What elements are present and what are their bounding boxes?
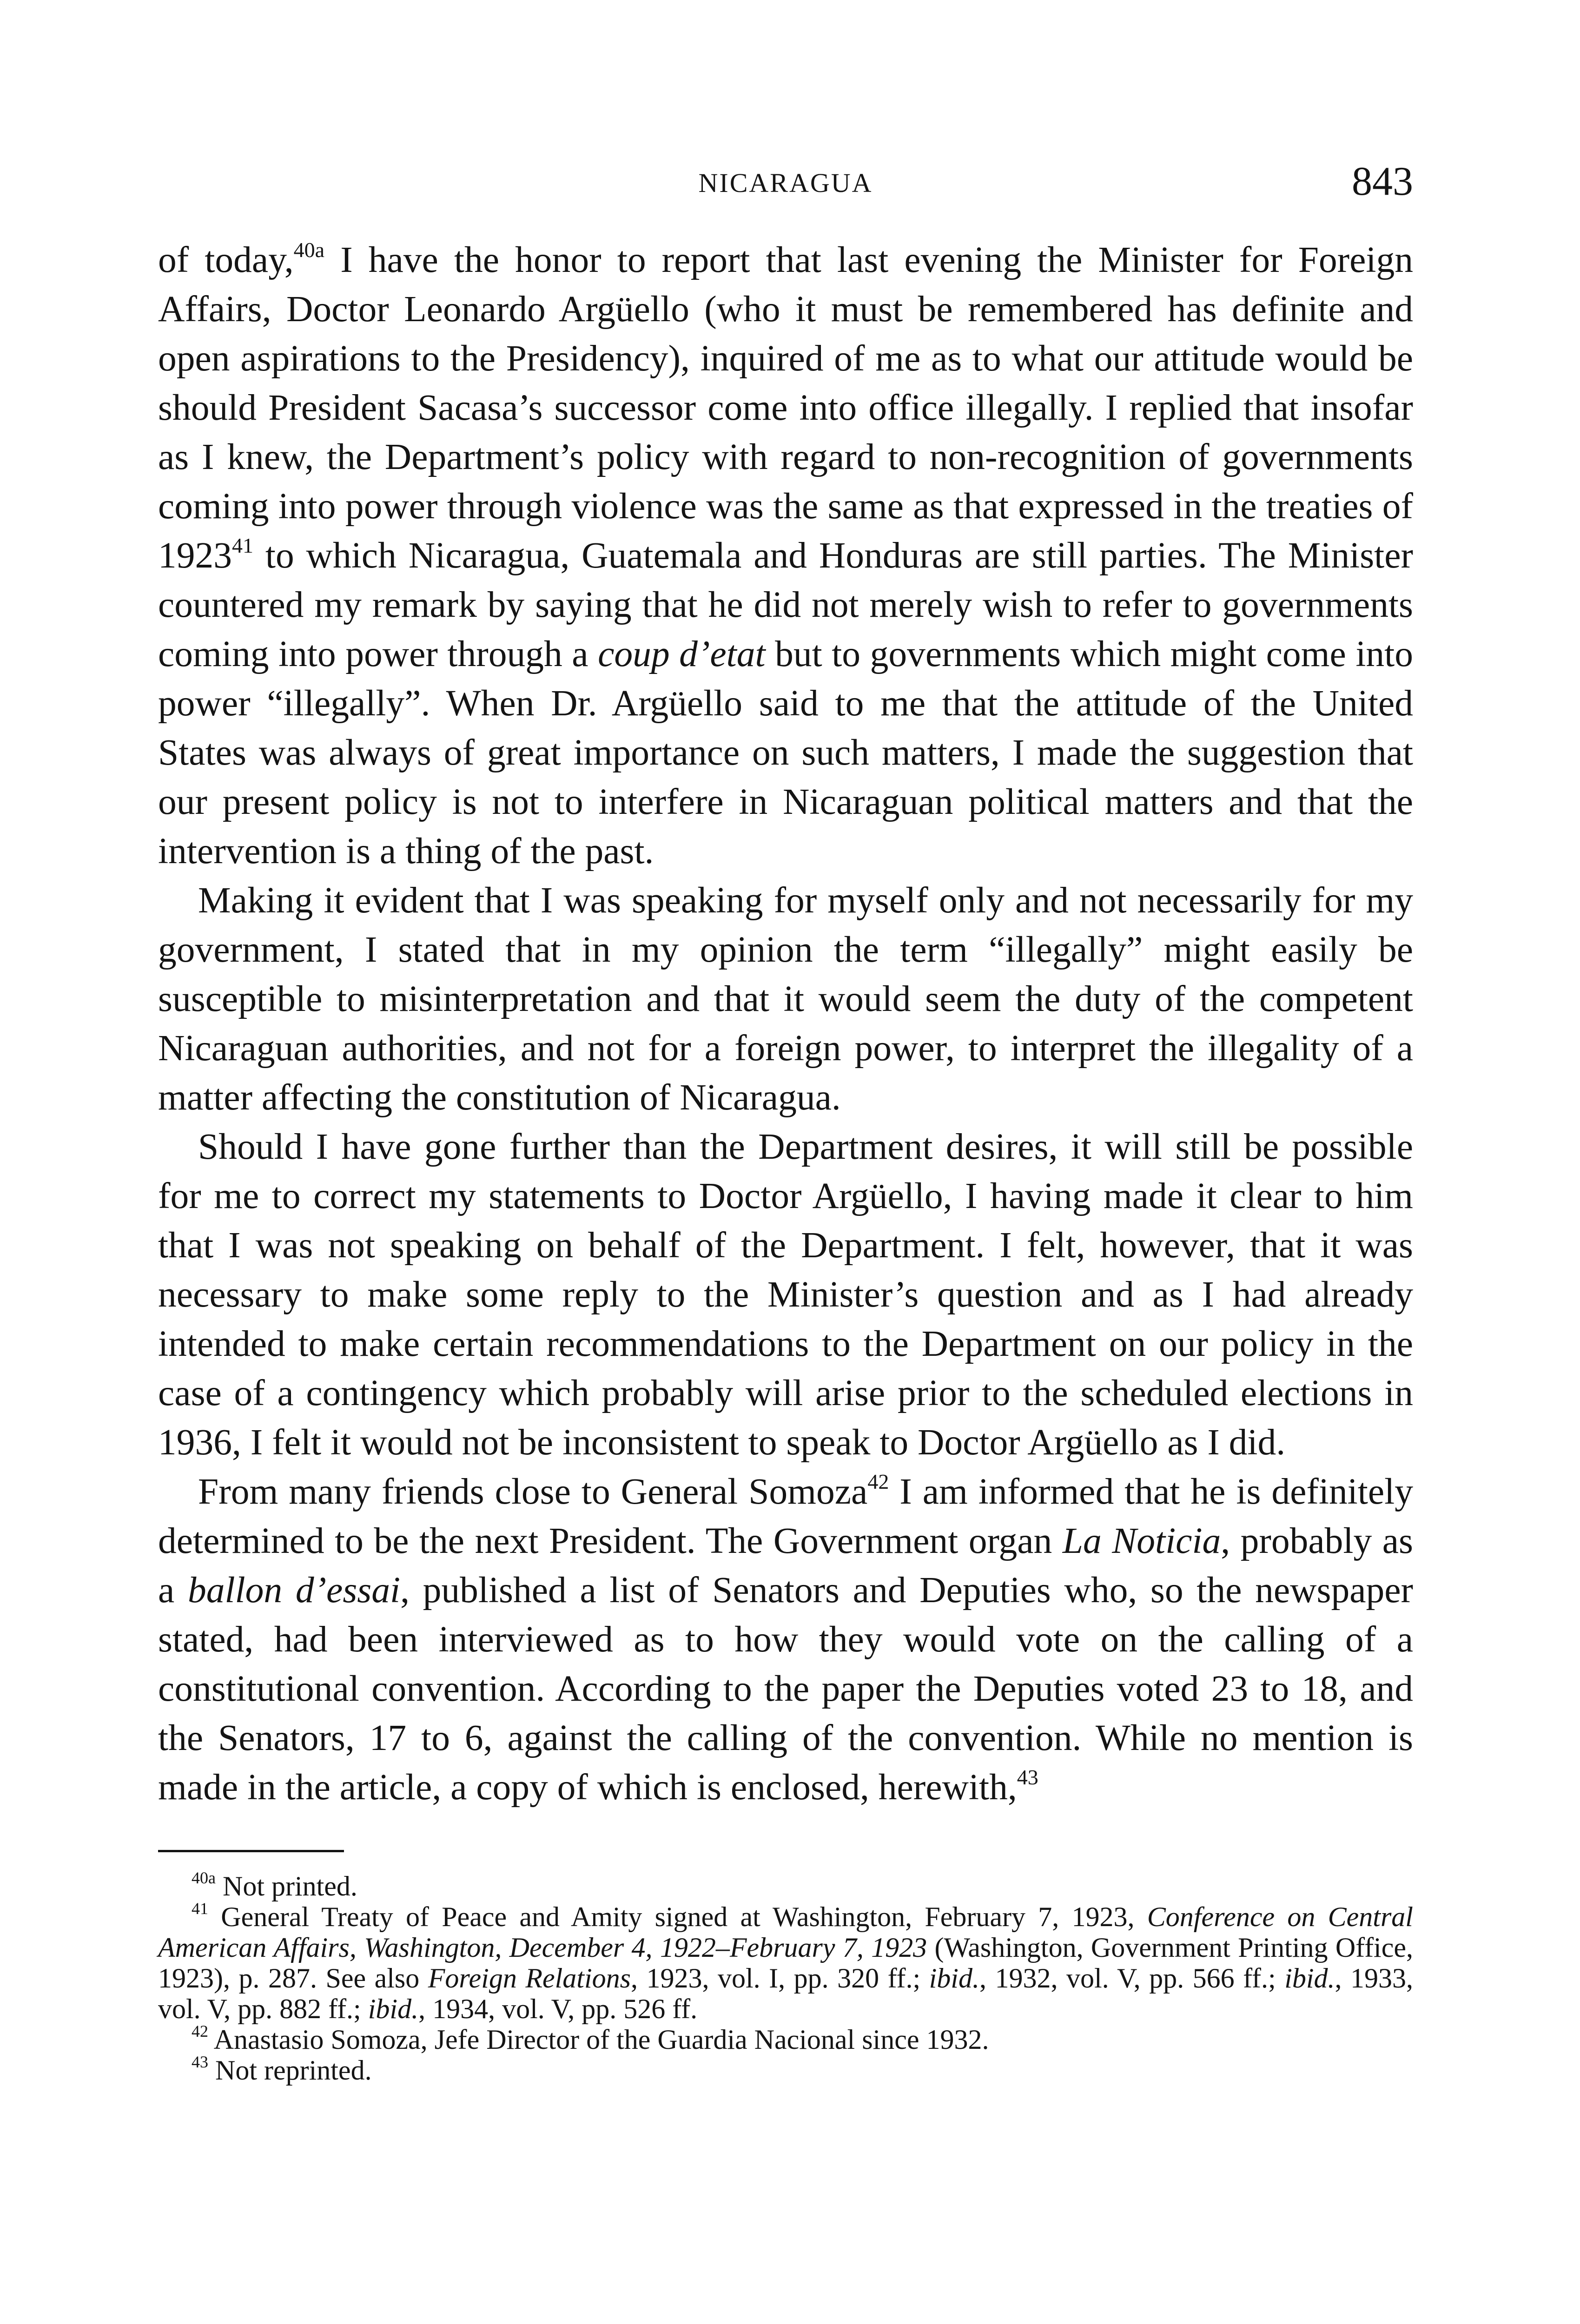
italic-phrase: ballon d’essai <box>187 1570 401 1611</box>
italic-phrase: La Noticia <box>1062 1520 1221 1561</box>
footnote-italic: ibid. <box>1284 1963 1335 1994</box>
footnote-text: (Washington, Government Printing Office, 1923), p. 287. See also <box>158 1932 1413 1994</box>
body-text <box>158 235 1413 1812</box>
paragraph-text: , published a list of Senators and Deputies who, so the newspaper stated, had been interviewed as to how they would vote on the calling of a constitutional convention. According to the paper the Deputies voted 23 to 18, and the Senators, 17 to 6, against the calling of the convention. While no mention is made in the article, a copy of which is enclosed, herewith, <box>158 1570 1413 1808</box>
italic-phrase: coup d’etat <box>598 634 766 674</box>
footnote-41 <box>158 1901 1413 2024</box>
footnote-italic: Conference on Central American Affairs, Washington, December 4, 1922–February 7, 1923 <box>158 1901 1413 1963</box>
footnote-40a <box>158 1868 1413 1901</box>
paragraph-text: to which Nicaragua, Guatemala and Honduras are still parties. The Minister countered my remark by saying that he did not merely wish to refer to governments coming into power through a <box>158 535 1413 674</box>
footnote-text: , 1923, vol. I, pp. 320 ff.; <box>630 1963 929 1994</box>
paragraph-text: , probably as a <box>158 1520 1413 1611</box>
footnote-italic: ibid. <box>929 1963 979 1994</box>
paragraph-text: I have the honor to report that last evening the Minister for Foreign Affairs, Doctor Leonardo Argüello (who it must be remembered has definite and open aspirations to the Presidency), inquired of me as to what our attitude would be should President Sacasa’s successor come into office illegally. I replied that insofar as I knew, the Department’s policy with regard to non-recognition of governments coming into power through violence was the same as that expressed in the treaties of 1923 <box>158 239 1414 576</box>
footnote-mark: 43 <box>192 2053 208 2071</box>
footnote-reference: 41 <box>232 534 253 557</box>
footnote-text: General Treaty of Peace and Amity signed at Washington, February 7, 1923, <box>208 1901 1147 1932</box>
footnote-text: Anastasio Somoza, Jefe Director of the Guardia Nacional since 1932. <box>208 2024 989 2055</box>
paragraph-3: Should I have gone further than the Department desires, it will still be possible for me to correct my statements to Doctor Argüello, I having made it clear to him that I was not speaking on behalf of the Department. I felt, however, that it was necessary to make some reply to the Minister’s question and as I had already intended to make certain recommendations to the Department on our policy in the case of a contingency which probably will arise prior to the scheduled elections in 1936, I felt it would not be inconsistent to speak to Doctor Argüello as I did. <box>158 1126 1413 1463</box>
footnote-text: Not reprinted. <box>208 2055 372 2086</box>
paragraph-text: From many friends close to General Somoza <box>198 1471 868 1512</box>
paragraph-text: of today, <box>158 239 294 280</box>
footnote-mark: 42 <box>192 2022 208 2040</box>
footnote-mark: 41 <box>192 1899 208 1918</box>
footnote-italic: Foreign Relations <box>428 1963 631 1994</box>
footnotes <box>158 1868 1414 2086</box>
footnote-reference: 43 <box>1017 1765 1038 1789</box>
footnote-mark: 40a <box>192 1868 216 1887</box>
footnote-text: , 1932, vol. V, pp. 566 ff.; <box>979 1963 1285 1994</box>
footnote-42 <box>158 2024 1413 2055</box>
paragraph-4 <box>158 1467 1413 1812</box>
footnote-text: Not printed. <box>215 1871 357 1901</box>
page-number: 843 <box>1352 159 1413 204</box>
footnote-divider <box>158 1850 344 1852</box>
paragraph-text: but to governments which might come into power “illegally”. When Dr. Argüello said to me that the attitude of the United States was always of great importance on such matters, I made the suggestion that our present policy is not to interfere in Nicaraguan political matters and that the intervention is a thing of the past. <box>158 634 1413 872</box>
footnote-reference: 40a <box>293 238 325 262</box>
document-page <box>158 158 1413 2086</box>
paragraph-1 <box>158 235 1413 876</box>
footnote-43 <box>158 2055 1413 2086</box>
footnote-text: , 1934, vol. V, pp. 526 ff. <box>418 1994 698 2024</box>
paragraph-text: I am informed that he is definitely determined to be the next President. The Government organ <box>158 1471 1413 1561</box>
footnote-italic: ibid. <box>368 1994 419 2024</box>
footnote-text: , 1933, vol. V, pp. 882 ff.; <box>158 1963 1414 2024</box>
running-head: NICARAGUA <box>698 168 873 198</box>
page-header <box>158 158 1413 218</box>
footnote-reference: 42 <box>867 1470 889 1493</box>
paragraph-2: Making it evident that I was speaking for myself only and not necessarily for my government, I stated that in my opinion the term “illegally” might easily be susceptible to misinterpretation and that it would seem the duty of the competent Nicaraguan authorities, and not for a foreign power, to interpret the illegality of a matter affecting the constitution of Nicaragua. <box>158 880 1413 1118</box>
